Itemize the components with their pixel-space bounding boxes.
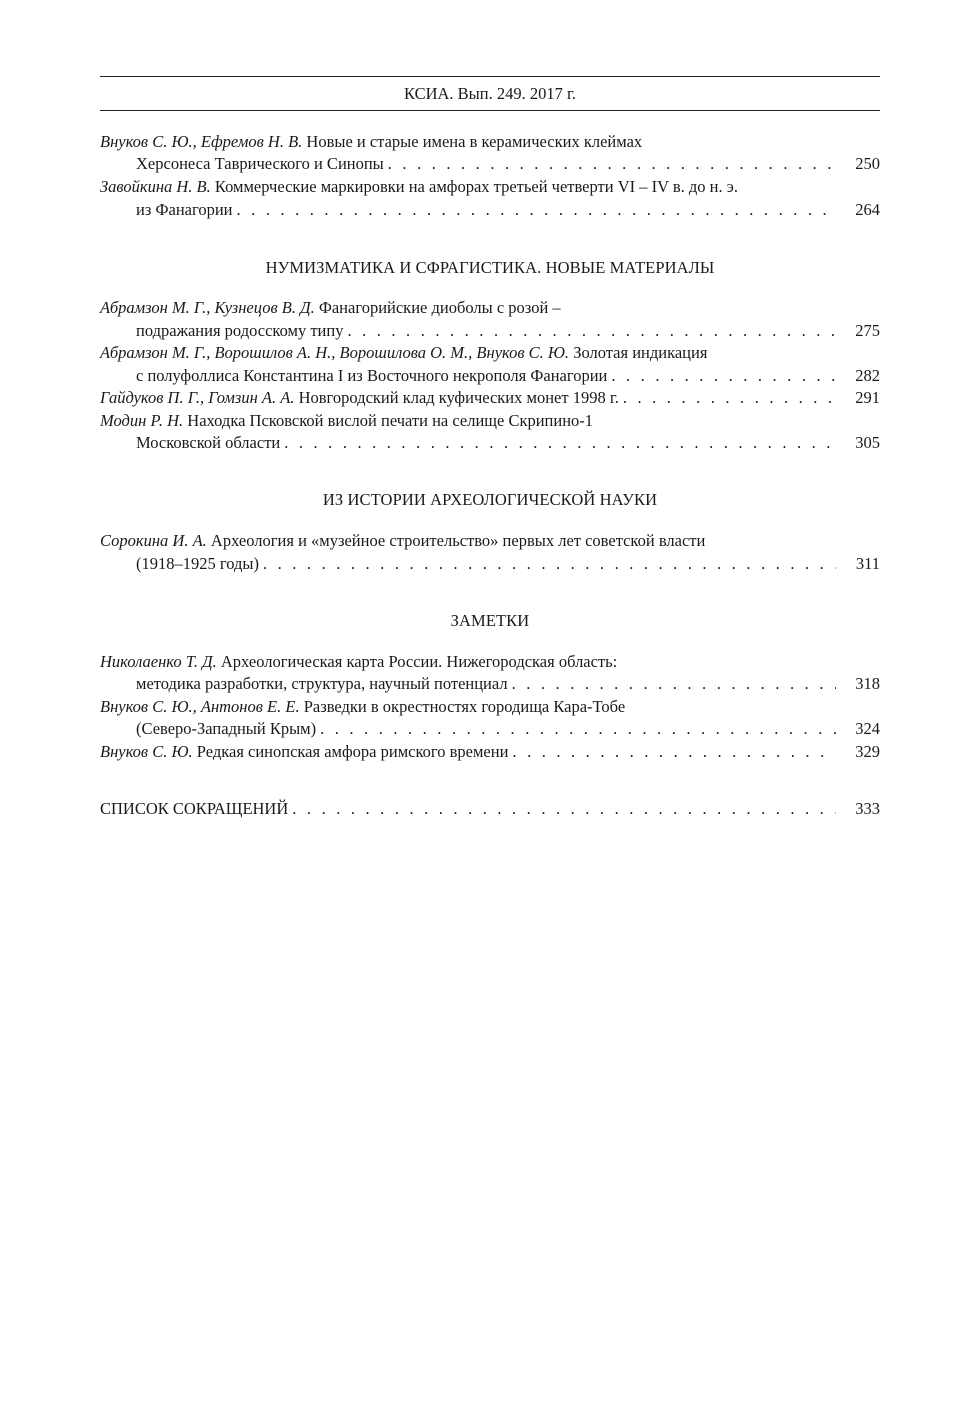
toc-entry[interactable] — [100, 530, 880, 552]
page-number: 305 — [855, 433, 880, 452]
toc-entry[interactable] — [100, 410, 880, 432]
page-number: 318 — [855, 674, 880, 693]
page-number: 311 — [855, 554, 880, 573]
dot-leader — [388, 153, 836, 175]
entry-authors: Абрамзон М. Г., Кузнецов В. Д. — [100, 298, 315, 317]
entry-title-cont: из Фанагории — [136, 200, 233, 219]
toc-entry[interactable] — [100, 696, 880, 718]
entry-authors: Гайдуков П. Г., Гомзин А. А. — [100, 388, 295, 407]
entry-title-cont: Херсонеса Таврического и Синопы — [136, 154, 384, 173]
toc-entry-continuation[interactable] — [136, 673, 880, 695]
entry-title: Редкая синопская амфора римского времени — [192, 742, 509, 761]
entry-title: Археология и «музейное строительство» первых лет советской власти — [206, 531, 706, 550]
section-heading-notes: ЗАМЕТКИ — [450, 611, 530, 630]
page-number: 264 — [855, 200, 880, 219]
page-number: 324 — [855, 719, 880, 738]
entry-title-cont: Московской области — [136, 433, 281, 452]
entry-authors: Внуков С. Ю., Антонов Е. Е. — [100, 697, 300, 716]
toc-entry-continuation[interactable] — [136, 432, 880, 454]
dot-leader — [512, 741, 836, 763]
entry-authors: Сорокина И. А. — [100, 531, 207, 550]
entry-authors: Абрамзон М. Г., Ворошилов А. Н., Ворошилова О. М., Внуков С. Ю. — [100, 343, 570, 362]
page-number: 291 — [855, 388, 880, 407]
entry-title: Археологическая карта России. Нижегородская область: — [216, 652, 618, 671]
dot-leader — [611, 365, 836, 387]
entry-title-cont: (Северо-Западный Крым) — [136, 719, 317, 738]
entry-authors: Модин Р. Н. — [100, 411, 184, 430]
page-number: 250 — [855, 154, 880, 173]
page-number: 282 — [855, 366, 880, 385]
toc-entry-continuation[interactable] — [136, 365, 880, 387]
entry-title: Новые и старые имена в керамических клеймах — [302, 132, 643, 151]
entry-title-cont: методика разработки, структура, научный потенциал — [136, 674, 508, 693]
running-header: КСИА. Вып. 249. 2017 г. — [403, 84, 576, 103]
toc-entry[interactable] — [100, 131, 880, 153]
toc-entry-continuation[interactable] — [136, 553, 880, 575]
entry-authors: Завойкина Н. В. — [100, 177, 211, 196]
toc-entry[interactable] — [100, 651, 880, 673]
entry-title: Разведки в окрестностях городища Кара-Тобе — [299, 697, 626, 716]
entry-authors: Внуков С. Ю., Ефремов Н. В. — [100, 132, 303, 151]
entry-title: Фанагорийские диоболы с розой – — [314, 298, 561, 317]
entry-title: Новгородский клад куфических монет 1998 г. — [294, 388, 619, 407]
toc-entry-continuation[interactable] — [136, 718, 880, 740]
entry-title-cont: подражания родосскому типу — [136, 321, 344, 340]
toc-entry[interactable] — [100, 342, 880, 364]
entry-title: Находка Псковской вислой печати на селище Скрипино-1 — [183, 411, 594, 430]
dot-leader — [263, 553, 836, 575]
dot-leader — [623, 387, 836, 409]
page-number: 329 — [855, 742, 880, 761]
toc-entry-abbreviations[interactable] — [100, 798, 880, 820]
toc-entry-continuation[interactable] — [136, 153, 880, 175]
entry-title-cont: (1918–1925 годы) — [136, 554, 259, 573]
page-number: 333 — [855, 799, 880, 818]
entry-text — [100, 741, 508, 763]
dot-leader — [320, 718, 836, 740]
dot-leader — [292, 798, 836, 820]
dot-leader — [347, 320, 836, 342]
dot-leader — [512, 673, 836, 695]
entry-title-cont: с полуфоллиса Константина I из Восточного некрополя Фанагории — [136, 366, 608, 385]
toc-entry[interactable] — [100, 387, 880, 409]
header-top-rule — [100, 76, 880, 77]
header-bottom-rule — [100, 110, 880, 111]
entry-title: Коммерческие маркировки на амфорах третьей четверти VI – IV в. до н. э. — [210, 177, 738, 196]
page-number: 275 — [855, 321, 880, 340]
toc-entry[interactable] — [100, 297, 880, 319]
abbreviations-label: СПИСОК СОКРАЩЕНИЙ — [100, 799, 289, 818]
entry-authors: Внуков С. Ю. — [100, 742, 193, 761]
toc-entry[interactable] — [100, 741, 880, 763]
toc-entry-continuation[interactable] — [136, 320, 880, 342]
dot-leader — [237, 199, 836, 221]
entry-title: Золотая индикация — [569, 343, 708, 362]
toc-entry[interactable] — [100, 176, 880, 198]
section-heading-history: ИЗ ИСТОРИИ АРХЕОЛОГИЧЕСКОЙ НАУКИ — [322, 490, 658, 509]
section-heading-numismatics: НУМИЗМАТИКА И СФРАГИСТИКА. НОВЫЕ МАТЕРИАЛЫ — [265, 258, 715, 277]
dot-leader — [284, 432, 836, 454]
toc-entry-continuation[interactable] — [136, 199, 880, 221]
entry-authors: Николаенко Т. Д. — [100, 652, 217, 671]
entry-text — [100, 387, 619, 409]
